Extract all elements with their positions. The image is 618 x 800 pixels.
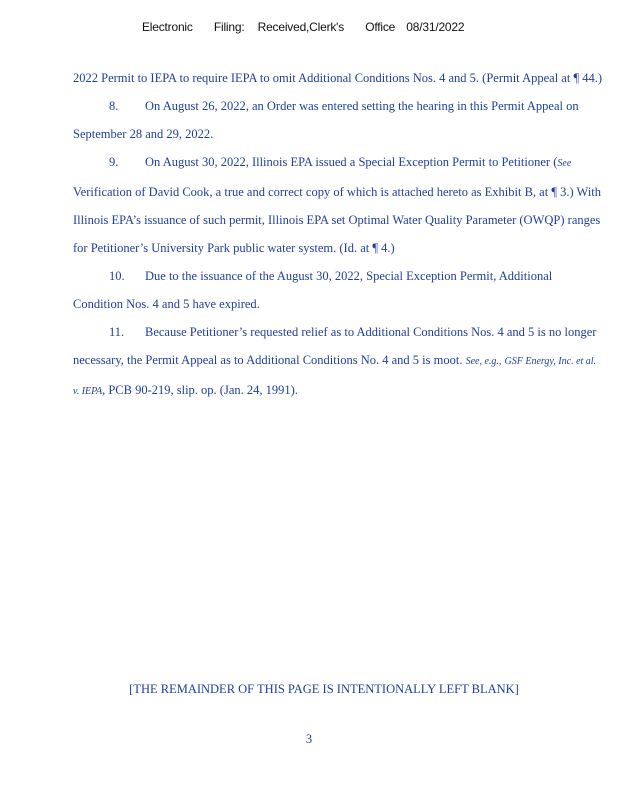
paragraph-number: 8. <box>109 99 119 113</box>
paragraph-continuation <box>73 64 603 92</box>
paragraph-10 <box>73 262 603 318</box>
paragraph-text: Verification of David Cook, a true and correct copy of which is attached hereto as Exhibit B, at ¶ 3.) With Illinois EPA’s issuance of such permit, Illinois EPA set Optimal Water Quality Parameter (OWQP) ranges for Petitioner’s University Park public water system. (Id. at ¶ 4.) <box>73 185 602 255</box>
paragraph-text: Because Petitioner’s requested relief as to Additional Conditions Nos. 4 and 5 is no longer necessary, the Permit Appeal as to Additional Conditions No. 4 and 5 is moot. <box>73 325 597 367</box>
stamp-filing: Filing: <box>213 20 245 34</box>
filing-stamp <box>142 20 464 34</box>
paragraph-8 <box>73 92 603 148</box>
remainder-notice: [THE REMAINDER OF THIS PAGE IS INTENTIONALLY LEFT BLANK] <box>129 682 519 696</box>
paragraph-11 <box>73 318 603 406</box>
stamp-office: Office <box>365 20 396 34</box>
stamp-received: Received,Clerk's <box>257 20 345 34</box>
document-body <box>73 64 603 406</box>
citation-signal: See <box>557 158 572 169</box>
paragraph-text: On August 26, 2022, an Order was entered setting the hearing in this Permit Appeal on September 28 and 29, 2022. <box>73 99 579 141</box>
paragraph-number: 10. <box>109 269 125 283</box>
stamp-electronic: Electronic <box>142 20 193 34</box>
paragraph-text: , PCB 90-219, slip. op. (Jan. 24, 1991). <box>102 383 298 397</box>
paragraph-text: On August 30, 2022, Illinois EPA issued a Special Exception Permit to Petitioner ( <box>145 155 558 169</box>
paragraph-9 <box>73 148 603 262</box>
paragraph-text: Due to the issuance of the August 30, 2022, Special Exception Permit, Additional Condition Nos. 4 and 5 have expired. <box>73 269 553 311</box>
paragraph-text: 2022 Permit to IEPA to require IEPA to omit Additional Conditions Nos. 4 and 5. (Permit Appeal at ¶ 44.) <box>73 71 603 85</box>
case-name: GSF Energy, Inc. et al. v. IEPA <box>73 356 597 397</box>
page-number: 3 <box>305 732 313 746</box>
paragraph-number: 11. <box>109 325 125 339</box>
citation-signal: See, e.g., <box>465 356 502 367</box>
stamp-date: 08/31/2022 <box>406 20 465 34</box>
paragraph-number: 9. <box>109 155 119 169</box>
